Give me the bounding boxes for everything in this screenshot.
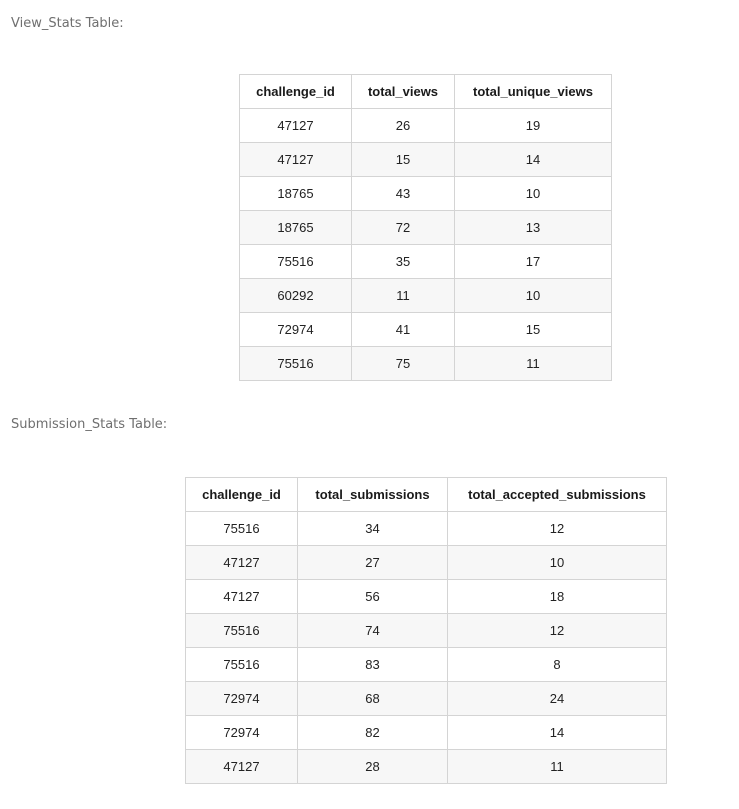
view-stats-caption: View_Stats Table: bbox=[11, 16, 124, 31]
table-cell: 83 bbox=[298, 648, 448, 682]
table-cell: 28 bbox=[298, 750, 448, 784]
table-row bbox=[186, 580, 667, 614]
table-cell: 13 bbox=[455, 211, 612, 245]
table-cell: 72 bbox=[352, 211, 455, 245]
submission-stats-caption: Submission_Stats Table: bbox=[11, 417, 168, 432]
table-cell: 56 bbox=[298, 580, 448, 614]
table-cell: 75516 bbox=[186, 648, 298, 682]
table-row bbox=[186, 682, 667, 716]
table-row bbox=[186, 614, 667, 648]
table-cell: 10 bbox=[448, 546, 667, 580]
table-cell: 14 bbox=[448, 716, 667, 750]
table-cell: 47127 bbox=[240, 143, 352, 177]
table-cell: 8 bbox=[448, 648, 667, 682]
table-cell: 43 bbox=[352, 177, 455, 211]
table-cell: 41 bbox=[352, 313, 455, 347]
table-cell: 75516 bbox=[240, 245, 352, 279]
table-row bbox=[240, 245, 612, 279]
table-cell: 75516 bbox=[186, 512, 298, 546]
table-cell: 11 bbox=[352, 279, 455, 313]
table-cell: 47127 bbox=[186, 580, 298, 614]
table-cell: 75 bbox=[352, 347, 455, 381]
table-cell: 10 bbox=[455, 279, 612, 313]
column-header-challenge-id: challenge_id bbox=[240, 75, 352, 109]
table-row bbox=[186, 546, 667, 580]
table-cell: 18765 bbox=[240, 211, 352, 245]
table-cell: 72974 bbox=[186, 682, 298, 716]
table-row bbox=[240, 211, 612, 245]
header-row bbox=[186, 478, 667, 512]
column-header-total-views: total_views bbox=[352, 75, 455, 109]
table-row bbox=[240, 177, 612, 211]
table-cell: 34 bbox=[298, 512, 448, 546]
table-cell: 14 bbox=[455, 143, 612, 177]
table-row bbox=[186, 512, 667, 546]
table-cell: 24 bbox=[448, 682, 667, 716]
table-cell: 12 bbox=[448, 512, 667, 546]
table-cell: 10 bbox=[455, 177, 612, 211]
table-row bbox=[240, 347, 612, 381]
table-row bbox=[240, 313, 612, 347]
table-cell: 75516 bbox=[186, 614, 298, 648]
table-cell: 18 bbox=[448, 580, 667, 614]
table-row bbox=[186, 648, 667, 682]
table-row bbox=[240, 109, 612, 143]
table-cell: 27 bbox=[298, 546, 448, 580]
column-header-challenge-id: challenge_id bbox=[186, 478, 298, 512]
column-header-total-accepted-submissions: total_accepted_submissions bbox=[448, 478, 667, 512]
header-row bbox=[240, 75, 612, 109]
table-cell: 12 bbox=[448, 614, 667, 648]
table-cell: 68 bbox=[298, 682, 448, 716]
table-cell: 72974 bbox=[240, 313, 352, 347]
table-cell: 74 bbox=[298, 614, 448, 648]
table-row bbox=[186, 716, 667, 750]
table-cell: 11 bbox=[448, 750, 667, 784]
table-cell: 35 bbox=[352, 245, 455, 279]
table-cell: 47127 bbox=[186, 750, 298, 784]
table-cell: 26 bbox=[352, 109, 455, 143]
table-cell: 47127 bbox=[240, 109, 352, 143]
column-header-total-unique-views: total_unique_views bbox=[455, 75, 612, 109]
view-stats-table bbox=[239, 74, 612, 381]
table-cell: 11 bbox=[455, 347, 612, 381]
table-cell: 15 bbox=[352, 143, 455, 177]
column-header-total-submissions: total_submissions bbox=[298, 478, 448, 512]
table-cell: 72974 bbox=[186, 716, 298, 750]
table-cell: 17 bbox=[455, 245, 612, 279]
table-cell: 18765 bbox=[240, 177, 352, 211]
table-row bbox=[186, 750, 667, 784]
table-cell: 15 bbox=[455, 313, 612, 347]
table-cell: 75516 bbox=[240, 347, 352, 381]
table-row bbox=[240, 143, 612, 177]
table-cell: 47127 bbox=[186, 546, 298, 580]
table-row bbox=[240, 279, 612, 313]
table-cell: 60292 bbox=[240, 279, 352, 313]
table-cell: 82 bbox=[298, 716, 448, 750]
table-cell: 19 bbox=[455, 109, 612, 143]
submission-stats-table bbox=[185, 477, 667, 784]
